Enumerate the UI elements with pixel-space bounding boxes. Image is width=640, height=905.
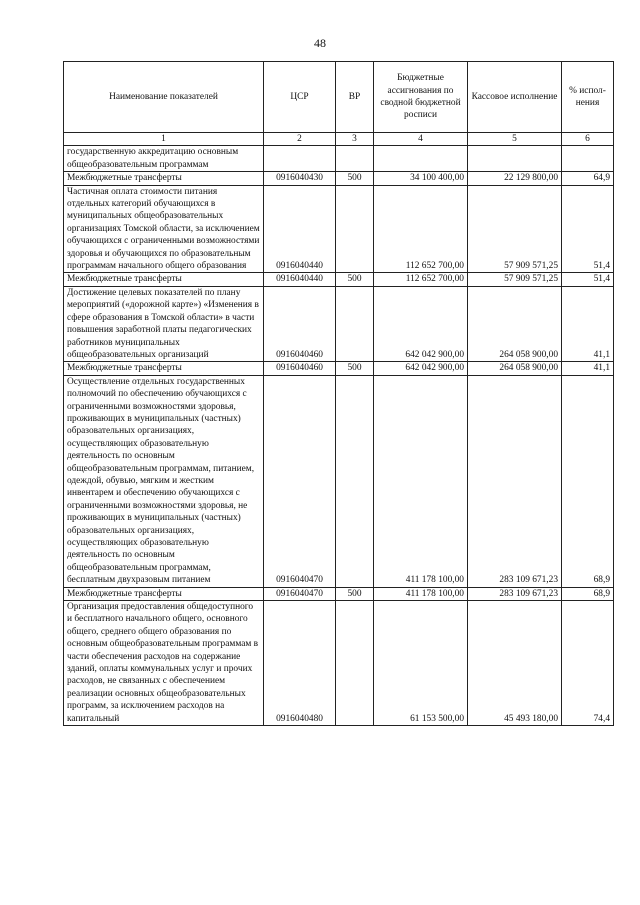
row-name: Осуществление отдельных государственных полномочий по обеспечению обучающихся с ограниченными возможностями здоровья, проживающих в муниципальных (частных) образовательных организациях, осуществляющих образовательную деятельность по основным общеобразовательным программам, питанием, одеждой, обувью, мягким и жестким инвентарем и обеспечению обучающихся с ограниченными возможностями здоровья, не проживающих в муниципальных (частных) образовательных организациях, осуществляющих образовательную деятельность по основным общеобразовательным программам, бесплатным двухразовым питанием (64, 375, 264, 587)
row-name: Межбюджетные трансферты (64, 172, 264, 185)
row-budget: 61 153 500,00 (374, 601, 468, 726)
row-csr: 0916040470 (264, 375, 336, 587)
row-vr: 500 (336, 273, 374, 286)
row-csr: 0916040480 (264, 601, 336, 726)
row-budget: 411 178 100,00 (374, 375, 468, 587)
row-vr (336, 146, 374, 172)
row-budget: 411 178 100,00 (374, 587, 468, 600)
row-budget: 642 042 900,00 (374, 362, 468, 375)
row-name: Достижение целевых показателей по плану мероприятий («дорожной карте») «Изменения в сфере образования в Томской области» в части повышения заработной платы педагогических работников муниципальных общеобразовательных организаций (64, 286, 264, 361)
row-percent: 51,4 (562, 273, 614, 286)
row-csr: 0916040440 (264, 273, 336, 286)
row-csr: 0916040460 (264, 362, 336, 375)
column-number: 1 (64, 133, 264, 146)
row-cash (468, 146, 562, 172)
row-percent: 68,9 (562, 587, 614, 600)
column-number: 2 (264, 133, 336, 146)
row-csr: 0916040470 (264, 587, 336, 600)
header-vr: ВР (336, 62, 374, 133)
row-csr: 0916040440 (264, 185, 336, 273)
row-cash: 45 493 180,00 (468, 601, 562, 726)
row-percent: 41,1 (562, 362, 614, 375)
column-number: 4 (374, 133, 468, 146)
row-vr (336, 375, 374, 587)
column-number: 3 (336, 133, 374, 146)
table-row (64, 273, 614, 286)
row-budget: 34 100 400,00 (374, 172, 468, 185)
table-row (64, 601, 614, 726)
row-name: Частичная оплата стоимости питания отдельных категорий обучающихся в муниципальных общеобразовательных организациях Томской области, за исключением обучающихся с ограниченными возможностями здоровья и обучающихся по образовательным программам начального общего образования (64, 185, 264, 273)
row-vr (336, 601, 374, 726)
header-row (64, 62, 614, 133)
header-percent: % испол-нения (562, 62, 614, 133)
column-number: 5 (468, 133, 562, 146)
row-budget: 642 042 900,00 (374, 286, 468, 361)
row-name: Межбюджетные трансферты (64, 273, 264, 286)
row-cash: 22 129 800,00 (468, 172, 562, 185)
row-percent: 64,9 (562, 172, 614, 185)
row-budget (374, 146, 468, 172)
row-vr: 500 (336, 172, 374, 185)
table-row (64, 185, 614, 273)
row-cash: 264 058 900,00 (468, 362, 562, 375)
header-name: Наименование показателей (64, 62, 264, 133)
row-vr: 500 (336, 587, 374, 600)
row-vr (336, 286, 374, 361)
row-percent (562, 146, 614, 172)
row-cash: 264 058 900,00 (468, 286, 562, 361)
row-percent: 41,1 (562, 286, 614, 361)
column-number-row (64, 133, 614, 146)
row-cash: 283 109 671,23 (468, 587, 562, 600)
row-cash: 283 109 671,23 (468, 375, 562, 587)
header-cash: Кассовое исполнение (468, 62, 562, 133)
table-row (64, 375, 614, 587)
row-budget: 112 652 700,00 (374, 273, 468, 286)
row-name: Межбюджетные трансферты (64, 587, 264, 600)
row-budget: 112 652 700,00 (374, 185, 468, 273)
table-row (64, 146, 614, 172)
row-name: Организация предоставления общедоступного и бесплатного начального общего, основного общего, среднего общего образования по основным общеобразовательным программам в части обеспечения расходов на содержание зданий, оплаты коммунальных услуг и прочих расходов, не связанных с обеспечением реализации основных общеобразовательных программ, за исключением расходов на капитальный (64, 601, 264, 726)
row-vr (336, 185, 374, 273)
table-row (64, 587, 614, 600)
row-percent: 51,4 (562, 185, 614, 273)
row-csr: 0916040430 (264, 172, 336, 185)
header-csr: ЦСР (264, 62, 336, 133)
table-row (64, 172, 614, 185)
row-name: Межбюджетные трансферты (64, 362, 264, 375)
column-number: 6 (562, 133, 614, 146)
header-budget: Бюджетные ассигнования по сводной бюджетной росписи (374, 62, 468, 133)
page-number: 48 (314, 36, 326, 50)
row-cash: 57 909 571,25 (468, 185, 562, 273)
row-csr (264, 146, 336, 172)
row-vr: 500 (336, 362, 374, 375)
row-name: государственную аккредитацию основным общеобразовательным программам (64, 146, 264, 172)
row-cash: 57 909 571,25 (468, 273, 562, 286)
table-row (64, 286, 614, 361)
row-percent: 74,4 (562, 601, 614, 726)
budget-execution-table (63, 61, 614, 726)
row-percent: 68,9 (562, 375, 614, 587)
row-csr: 0916040460 (264, 286, 336, 361)
table-row (64, 362, 614, 375)
